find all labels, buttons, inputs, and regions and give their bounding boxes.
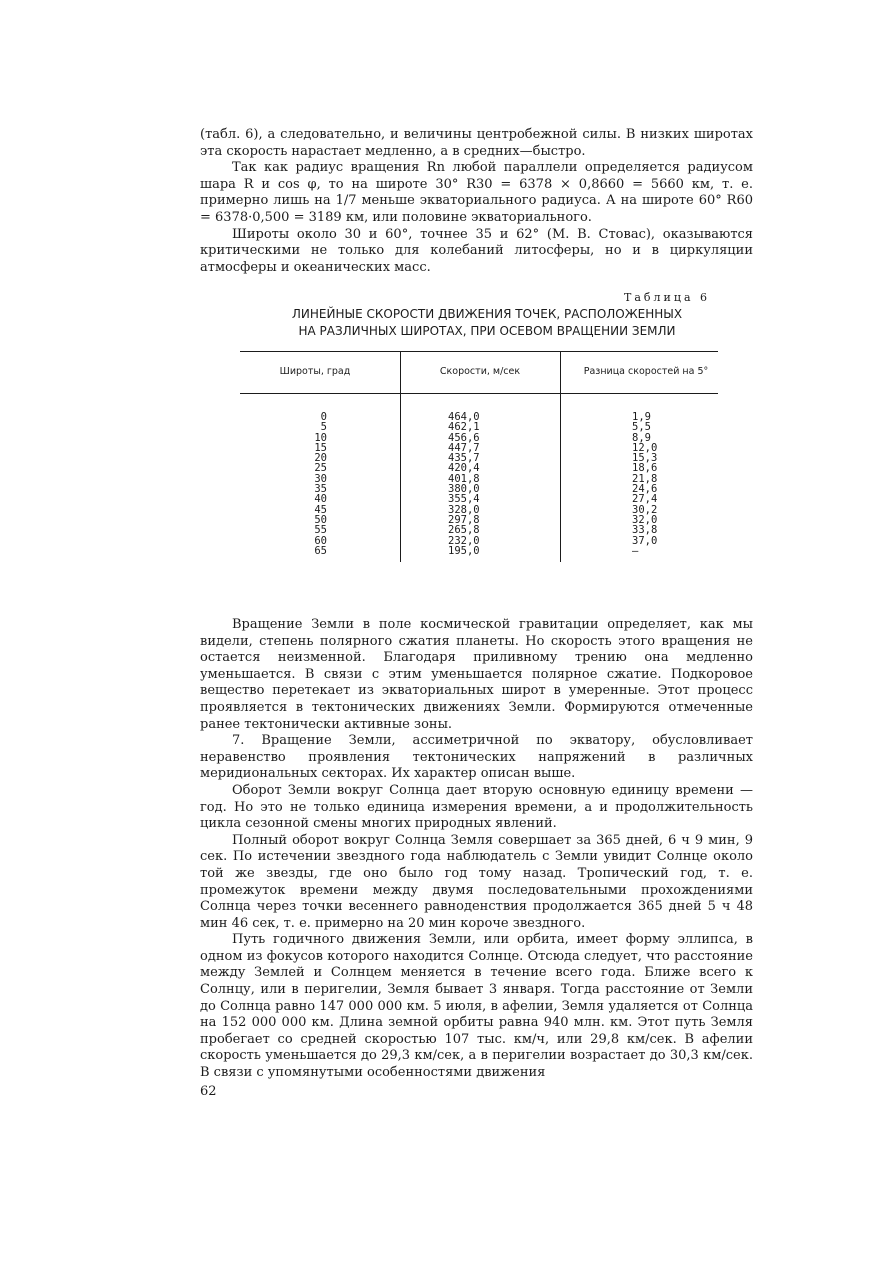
paragraph-2: Так как радиус вращения Rn любой параллели определяется радиусом шара R и cos φ, то на широте 30° R30 = 6378 × 0,8660 = 5660 км, т. е. примерно лишь на 1/7 меньше экваториального радиуса. А на широте 60° R60 = 6378·0,500 = 3189 км, или половине экваториального. — [200, 160, 753, 225]
paragraph-8: Путь годичного движения Земли, или орбита, имеет форму эллипса, в одном из фокусов которого находится Солнце. Отсюда следует, что расстояние между Землей и Солнцем меняется в течение всего года. Ближе всего к Солнцу, или в перигелии, Земля бывает 3 января. Тогда расстояние от Земли до Солнца равно 147 000 000 км. 5 июля, в афелии, Земля удаляется от Солнца на 152 000 000 км. Длина земной орбиты равна 940 млн. км. Этот путь Земля пробегает со средней скоростью 107 тыс. км/ч, или 29,8 км/сек. В афелии скорость уменьшается до 29,3 км/сек, а в перигелии возрастает до 30,3 км/сек. В связи с упомянутыми особенностями движения — [200, 932, 753, 1081]
table-cell: 18,6 — [632, 462, 658, 475]
table-cell: 30,2 — [632, 503, 658, 516]
table-cell: — — [632, 544, 639, 557]
table-cell: 24,6 — [632, 483, 658, 496]
table-cell: 32,0 — [632, 513, 658, 526]
diff-column — [632, 412, 672, 556]
table-header-divider-1 — [400, 352, 401, 393]
speed-column — [448, 412, 498, 556]
paragraph-5: 7. Вращение Земли, ассиметричной по экватору, обусловливает неравенство проявления тектонических напряжений в различных меридиональных секторах. Их характер описан выше. — [200, 733, 753, 782]
paragraph-3: Широты около 30 и 60°, точнее 35 и 62° (М. В. Стовас), оказываются критическими не только для колебаний литосферы, но и в циркуляции атмосферы и океанических масс. — [200, 226, 753, 275]
table-cell: 35 — [314, 483, 327, 496]
table-cell: 265,8 — [448, 524, 480, 537]
table-cell: 5 — [320, 421, 327, 434]
table-cell: 37,0 — [632, 534, 658, 547]
table-cell: 50 — [314, 513, 327, 526]
table-cell: 195,0 — [448, 544, 480, 557]
table-cell: 60 — [314, 534, 327, 547]
latitude-column — [287, 412, 327, 556]
table-cell: 10 — [314, 431, 327, 444]
table-cell: 55 — [314, 524, 327, 537]
header-latitude: Широты, град — [279, 366, 351, 377]
book-page — [200, 127, 753, 1099]
table-title-line-1: ЛИНЕЙНЫЕ СКОРОСТИ ДВИЖЕНИЯ ТОЧЕК, РАСПОЛОЖЕННЫХ — [291, 307, 683, 321]
header-speed: Скорости, м/сек — [439, 366, 521, 377]
page-number: 62 — [200, 1084, 217, 1099]
table-body-divider-1 — [400, 394, 401, 562]
table-cell: 21,8 — [632, 472, 658, 485]
table-cell: 232,0 — [448, 534, 480, 547]
table-cell: 435,7 — [448, 452, 480, 465]
table-cell: 1,9 — [632, 411, 651, 423]
table-cell: 20 — [314, 452, 327, 465]
table-cell: 297,8 — [448, 513, 480, 526]
table-cell: 40 — [314, 493, 327, 506]
table-cell: 15 — [314, 441, 327, 454]
table-cell: 27,4 — [632, 493, 658, 506]
paragraph-4: Вращение Земли в поле космической гравитации определяет, как мы видели, степень полярного сжатия планеты. Но скорость этого вращения не остается неизменной. Благодаря приливному трению она медленно уменьшается. В связи с этим уменьшается полярное сжатие. Подкоровое вещество перетекает из экваториальных широт в умеренные. Этот процесс проявляется в тектонических движениях Земли. Формируются отмеченные ранее тектонически активные зоны. — [200, 617, 753, 732]
table-cell: 45 — [314, 503, 327, 516]
table-body-divider-2 — [560, 394, 561, 562]
table-cell: 33,8 — [632, 524, 658, 537]
table-cell: 355,4 — [448, 493, 480, 506]
table-cell: 65 — [314, 544, 327, 557]
table-cell: 328,0 — [448, 503, 480, 516]
header-diff: Разница скоростей на 5° — [583, 366, 709, 377]
table-cell: 447,7 — [448, 441, 480, 454]
table-cell: 420,4 — [448, 462, 480, 475]
table-cell: 462,1 — [448, 421, 480, 434]
paragraph-6: Оборот Земли вокруг Солнца дает вторую основную единицу времени — год. Но это не только единица измерения времени, а и продолжительность цикла сезонной смены многих природных явлений. — [200, 782, 753, 832]
table-cell: 15,3 — [632, 452, 658, 465]
table-title — [252, 306, 722, 340]
table-label: Таблица 6 — [624, 291, 710, 304]
table-title-line-2: НА РАЗЛИЧНЫХ ШИРОТАХ, ПРИ ОСЕВОМ ВРАЩЕНИИ ЗЕМЛИ — [298, 324, 676, 338]
table-cell: 25 — [314, 462, 327, 475]
table-cell: 380,0 — [448, 483, 480, 496]
table-cell: 456,6 — [448, 431, 480, 444]
table-cell: 464,0 — [448, 411, 480, 423]
paragraph-7: Полный оборот вокруг Солнца Земля совершает за 365 дней, 6 ч 9 мин, 9 сек. По истечении звездного года наблюдатель с Земли увидит Солнце около той же звезды, где оно было год тому назад. Тропический год, т. е. промежуток времени между двумя последовательными прохождениями Солнца через точки весеннего равноденствия продолжается 365 дней 5 ч 48 мин 46 сек, т. е. примерно на 20 мин короче звездного. — [200, 832, 753, 931]
table-cell: 12,0 — [632, 441, 658, 454]
table-cell: 8,9 — [632, 431, 651, 444]
table-cell: 0 — [320, 411, 327, 423]
table-cell: 5,5 — [632, 421, 651, 434]
table-top-rule — [240, 351, 718, 352]
table-header-divider-2 — [560, 352, 561, 393]
paragraph-1: (табл. 6), а следовательно, и величины центробежной силы. В низких широтах эта скорость нарастает медленно, а в средних—быстро. — [200, 127, 753, 159]
table-header-rule — [240, 393, 718, 394]
table-cell: 401,8 — [448, 472, 480, 485]
lower-text — [200, 617, 753, 1082]
table-cell: 30 — [314, 472, 327, 485]
